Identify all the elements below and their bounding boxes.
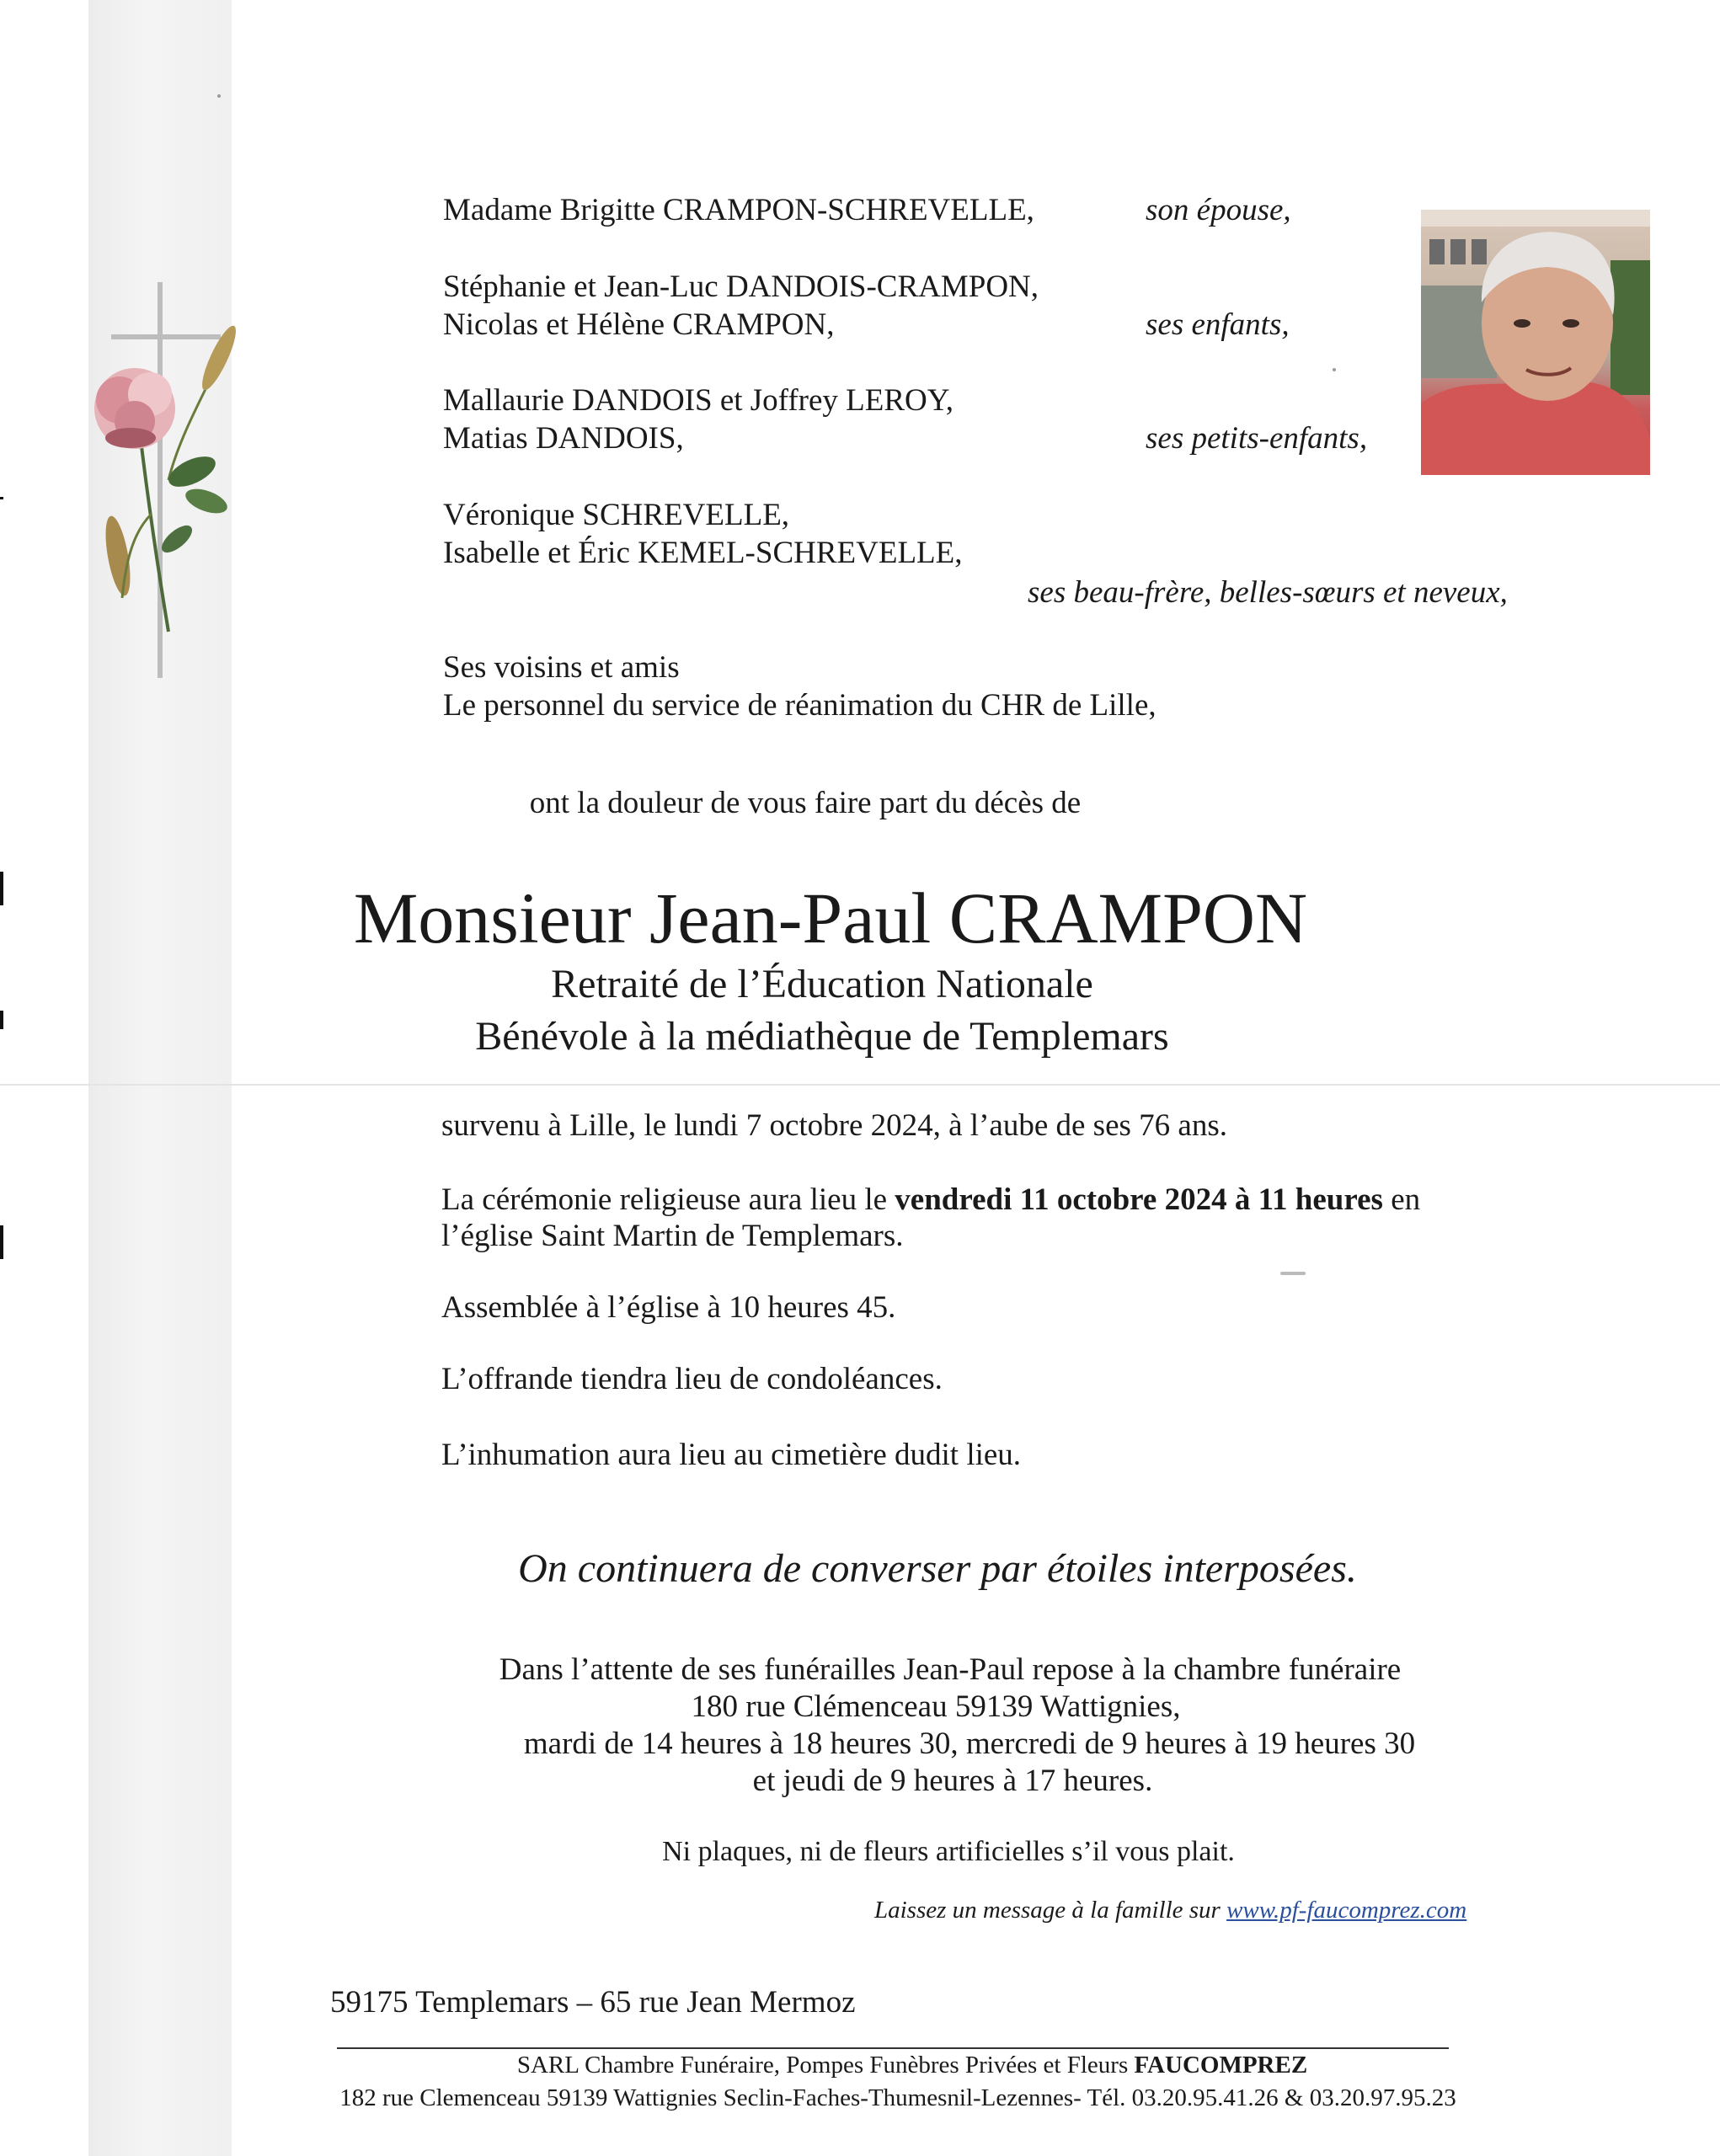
inlaws-role: ses beau-frère, belles-sœurs et neveux,: [1028, 575, 1508, 610]
visitation-line-3: mardi de 14 heures à 18 heures 30, mercredi de 9 heures à 19 heures 30: [523, 1726, 1416, 1761]
ceremony-date: vendredi 11 octobre 2024 à 11 heures: [895, 1182, 1383, 1217]
fold-line: [0, 1084, 1720, 1086]
speck: [1333, 368, 1336, 371]
cross-rose-decoration-icon: [51, 278, 253, 682]
burial-details: L’inhumation aura lieu au cimetière dudit lieu.: [441, 1438, 1022, 1472]
friends-line-2: Le personnel du service de réanimation du CHR de Lille,: [443, 688, 1156, 723]
deceased-subtitle-2: Bénévole à la médiathèque de Templemars: [475, 1014, 1169, 1059]
spouse-name: Madame Brigitte CRAMPON-SCHREVELLE,: [443, 193, 1034, 227]
visitation-line-1: Dans l’attente de ses funérailles Jean-Paul repose à la chambre funéraire: [499, 1652, 1402, 1687]
grandchildren-role: ses petits-enfants,: [1146, 421, 1368, 456]
friends-line-1: Ses voisins et amis: [443, 650, 680, 685]
grandchildren-line-2: Matias DANDOIS,: [443, 421, 684, 456]
grandchildren-line-1: Mallaurie DANDOIS et Joffrey LEROY,: [443, 383, 953, 418]
portrait-photo: [1421, 210, 1650, 475]
epitaph-quote: On continuera de converser par étoiles interposées.: [518, 1546, 1357, 1591]
death-details: survenu à Lille, le lundi 7 octobre 2024, à l’aube de ses 76 ans.: [441, 1108, 1227, 1143]
family-address: 59175 Templemars – 65 rue Jean Mermoz: [330, 1985, 856, 2020]
inlaws-line-1: Véronique SCHREVELLE,: [443, 498, 790, 532]
speck: [1280, 1272, 1306, 1275]
funeral-home-link[interactable]: www.pf-faucomprez.com: [1226, 1897, 1467, 1924]
deceased-subtitle-1: Retraité de l’Éducation Nationale: [551, 962, 1093, 1006]
offering-note: L’offrande tiendra lieu de condoléances.: [441, 1362, 943, 1396]
ceremony-line-1: La cérémonie religieuse aura lieu le vendredi 11 octobre 2024 à 11 heures en: [441, 1182, 1421, 1217]
children-line-2: Nicolas et Hélène CRAMPON,: [443, 307, 835, 342]
children-role: ses enfants,: [1146, 307, 1290, 342]
spouse-role: son épouse,: [1146, 193, 1291, 227]
no-flowers-note: Ni plaques, ni de fleurs artificielles s’il vous plait.: [662, 1836, 1235, 1867]
ceremony-line-2: l’église Saint Martin de Templemars.: [441, 1219, 904, 1253]
edge-mark: [0, 497, 3, 499]
edge-mark: [0, 1225, 3, 1259]
assembly-details: Assemblée à l’église à 10 heures 45.: [441, 1290, 896, 1325]
visitation-line-2: 180 rue Clémenceau 59139 Wattignies,: [691, 1689, 1181, 1724]
company-address: 182 rue Clemenceau 59139 Wattignies Seclin-Faches-Thumesnil-Lezennes- Tél. 03.20.95.41.26 & 03.20.97.95.23: [339, 2084, 1456, 2111]
message-prompt: Laissez un message à la famille sur www.pf-faucomprez.com: [874, 1897, 1467, 1924]
company-name: SARL Chambre Funéraire, Pompes Funèbres Privées et Fleurs FAUCOMPREZ: [516, 2052, 1308, 2079]
speck: [217, 94, 221, 98]
inlaws-line-2: Isabelle et Éric KEMEL-SCHREVELLE,: [443, 536, 963, 570]
visitation-line-4: et jeudi de 9 heures à 17 heures.: [752, 1764, 1153, 1798]
children-line-1: Stéphanie et Jean-Luc DANDOIS-CRAMPON,: [443, 270, 1039, 304]
deceased-name: Monsieur Jean-Paul CRAMPON: [353, 878, 1308, 958]
announcement: ont la douleur de vous faire part du décès de: [529, 786, 1082, 820]
